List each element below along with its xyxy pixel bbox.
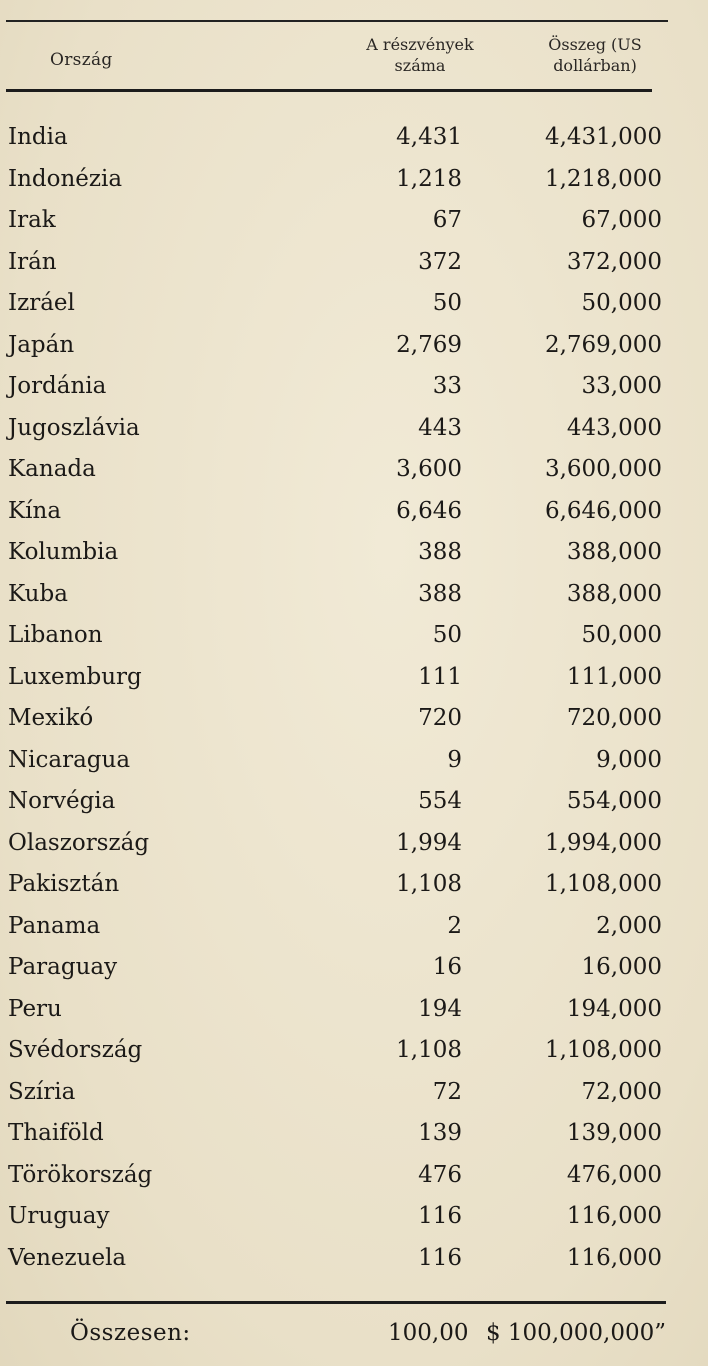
table-row (6, 494, 666, 536)
cell-country: Japán (8, 331, 75, 358)
cell-shares: 388 (418, 539, 462, 565)
cell-amount: 67,000 (581, 207, 662, 233)
table-row (6, 950, 666, 992)
cell-amount: 2,000 (596, 912, 662, 939)
total-shares: 100,00 (388, 1320, 469, 1346)
cell-amount: 476,000 (566, 1161, 662, 1188)
cell-shares: 3,600 (396, 456, 462, 482)
cell-shares: 111 (418, 663, 462, 690)
cell-shares: 194 (418, 995, 462, 1022)
cell-shares: 1,108 (396, 871, 462, 897)
table-row (6, 535, 666, 577)
header-amount (522, 34, 668, 76)
cell-country: Pakisztán (8, 871, 120, 897)
cell-shares: 1,108 (396, 1037, 462, 1063)
cell-country: India (8, 124, 68, 150)
cell-country: Peru (8, 995, 62, 1022)
cell-country: Venezuela (8, 1244, 127, 1271)
cell-shares: 2,769 (396, 331, 462, 358)
cell-shares: 72 (432, 1078, 462, 1105)
cell-shares: 9 (447, 746, 462, 773)
cell-shares: 4,431 (396, 124, 462, 150)
cell-country: Kuba (8, 580, 68, 607)
table-row (6, 162, 666, 204)
cell-country: Uruguay (8, 1203, 110, 1229)
cell-amount: 33,000 (581, 373, 662, 399)
cell-country: Svédország (8, 1037, 143, 1063)
table-body (6, 120, 666, 1282)
table-row (6, 784, 666, 826)
table-row (6, 1199, 666, 1241)
table-row (6, 1241, 666, 1283)
table-row (6, 660, 666, 702)
cell-country: Kolumbia (8, 539, 119, 565)
cell-amount: 3,600,000 (544, 456, 662, 482)
cell-amount: 1,218,000 (544, 165, 662, 192)
cell-amount: 388,000 (566, 580, 662, 607)
cell-country: Panama (8, 912, 101, 939)
cell-country: Libanon (8, 622, 103, 648)
cell-amount: 4,431,000 (544, 124, 662, 150)
table-row (6, 867, 666, 909)
header-shares (334, 34, 506, 76)
cell-country: Norvégia (8, 788, 116, 814)
table-row (6, 411, 666, 453)
cell-shares: 33 (432, 373, 462, 399)
header-amount-line1: Összeg (US (548, 35, 642, 54)
cell-shares: 50 (432, 290, 462, 316)
cell-country: Törökország (8, 1161, 153, 1188)
total-label: Összesen: (70, 1320, 191, 1346)
cell-shares: 16 (432, 954, 462, 980)
cell-amount: 9,000 (596, 746, 662, 773)
cell-amount: 116,000 (566, 1203, 662, 1229)
table-row (6, 618, 666, 660)
cell-shares: 116 (418, 1203, 462, 1229)
cell-amount: 139,000 (566, 1120, 662, 1146)
table-row (6, 577, 666, 619)
cell-shares: 139 (418, 1120, 462, 1146)
cell-shares: 388 (418, 580, 462, 607)
cell-amount: 1,108,000 (544, 871, 662, 897)
cell-shares: 476 (418, 1161, 462, 1188)
cell-country: Paraguay (8, 954, 118, 980)
cell-shares: 116 (418, 1244, 462, 1271)
cell-country: Irak (8, 207, 56, 233)
cell-amount: 50,000 (581, 290, 662, 316)
cell-amount: 443,000 (566, 414, 662, 441)
cell-country: Jugoszlávia (8, 414, 140, 441)
table-row (6, 992, 666, 1034)
cell-amount: 372,000 (566, 248, 662, 275)
header-shares-line2: száma (394, 56, 446, 75)
table-row (6, 1116, 666, 1158)
cell-amount: 554,000 (566, 788, 662, 814)
cell-shares: 1,218 (396, 165, 462, 192)
cell-amount: 1,108,000 (544, 1037, 662, 1063)
cell-amount: 50,000 (581, 622, 662, 648)
cell-country: Luxemburg (8, 663, 142, 690)
table-row (6, 826, 666, 868)
table-row (6, 203, 666, 245)
header-shares-line1: A részvények (366, 35, 474, 54)
cell-amount: 720,000 (566, 705, 662, 731)
table-row (6, 743, 666, 785)
cell-amount: 1,994,000 (544, 829, 662, 856)
table-row (6, 286, 666, 328)
table-row (6, 328, 666, 370)
header-rule (6, 89, 652, 92)
header-country: Ország (50, 50, 113, 70)
table-row (6, 452, 666, 494)
table-row (6, 1158, 666, 1200)
top-rule (6, 20, 668, 22)
cell-amount: 388,000 (566, 539, 662, 565)
cell-shares: 6,646 (396, 497, 462, 524)
cell-amount: 116,000 (566, 1244, 662, 1271)
table-header (6, 28, 668, 88)
cell-shares: 720 (418, 705, 462, 731)
cell-country: Indonézia (8, 165, 123, 192)
table-row (6, 909, 666, 951)
cell-shares: 372 (418, 248, 462, 275)
cell-shares: 50 (432, 622, 462, 648)
table-row (6, 120, 666, 162)
table-row (6, 1075, 666, 1117)
header-amount-line2: dollárban) (553, 56, 637, 75)
cell-country: Mexikó (8, 705, 94, 731)
table-row (6, 245, 666, 287)
cell-shares: 554 (418, 788, 462, 814)
cell-country: Jordánia (8, 373, 107, 399)
bottom-rule (6, 1301, 666, 1304)
table-row (6, 369, 666, 411)
cell-shares: 443 (418, 414, 462, 441)
cell-shares: 1,994 (396, 829, 462, 856)
cell-amount: 6,646,000 (544, 497, 662, 524)
table-row (6, 1033, 666, 1075)
cell-country: Thaiföld (8, 1120, 104, 1146)
cell-amount: 194,000 (566, 995, 662, 1022)
cell-amount: 111,000 (566, 663, 662, 690)
cell-shares: 2 (447, 912, 462, 939)
cell-country: Szíria (8, 1078, 76, 1105)
cell-country: Irán (8, 248, 57, 275)
cell-country: Olaszország (8, 829, 150, 856)
table-row (6, 701, 666, 743)
cell-shares: 67 (432, 207, 462, 233)
cell-country: Nicaragua (8, 746, 131, 773)
total-amount: $ 100,000,000” (485, 1320, 666, 1346)
cell-country: Kanada (8, 456, 96, 482)
cell-country: Kína (8, 497, 62, 524)
cell-amount: 2,769,000 (544, 331, 662, 358)
cell-amount: 16,000 (581, 954, 662, 980)
cell-amount: 72,000 (581, 1078, 662, 1105)
cell-country: Izráel (8, 290, 75, 316)
